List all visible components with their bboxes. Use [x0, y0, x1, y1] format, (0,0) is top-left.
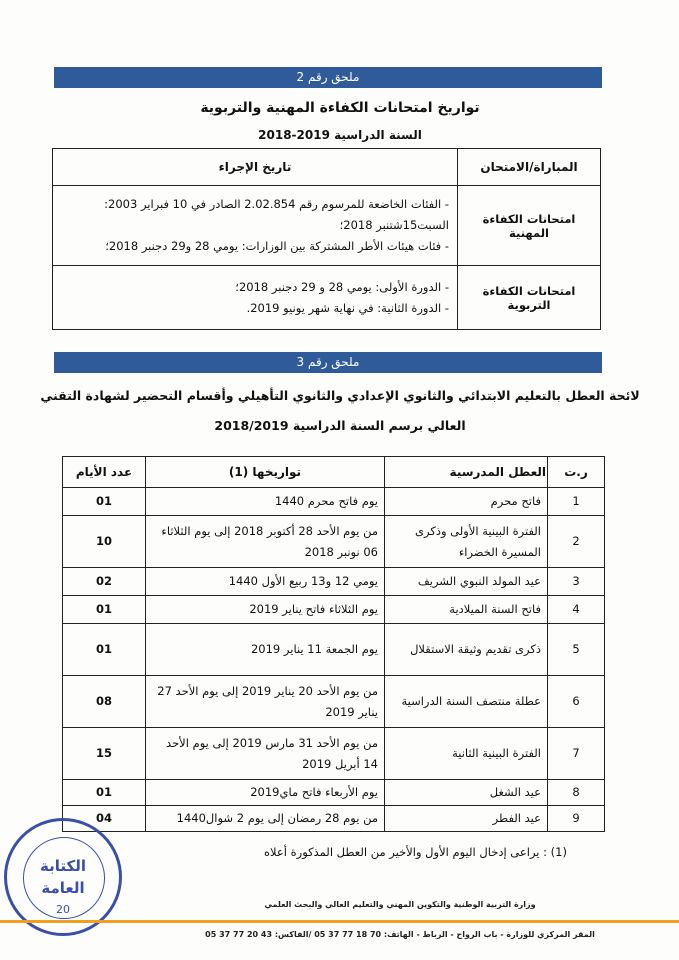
row-num: 5	[548, 624, 605, 676]
date-line: - الدورة الأولى: يومي 28 و 29 دجنبر 2018؛	[235, 279, 449, 294]
table-row	[53, 266, 601, 330]
row-days: 01	[63, 488, 146, 516]
header-dates: تواريخها (1)	[146, 457, 385, 488]
date-line: - فئات هيئات الأطر المشتركة بين الوزارات: يومي 28 و29 دجنبر 2018؛	[105, 239, 449, 253]
annex2-table	[52, 148, 601, 330]
table-row	[63, 780, 605, 806]
footnote: (1) : يراعى إدخال اليوم الأول والأخير من العطل المذكورة أعلاه	[264, 845, 567, 859]
row-days: 10	[63, 516, 146, 568]
row-num: 2	[548, 516, 605, 568]
row-holiday: ذكرى تقديم وثيقة الاستقلال	[385, 624, 548, 676]
table-row	[53, 186, 601, 266]
annex2-title: تواريخ امتحانات الكفاءة المهنية والتربوية	[200, 100, 480, 116]
row-num: 1	[548, 488, 605, 516]
row-dates: من يوم الأحد 20 يناير 2019 إلى يوم الأحد 27 يناير 2019	[146, 676, 385, 728]
row-num: 6	[548, 676, 605, 728]
date-line: - الدورة الثانية: في نهاية شهر يونيو 2019.	[246, 300, 449, 315]
row-dates: يوم فاتح محرم 1440	[146, 488, 385, 516]
row-num: 3	[548, 568, 605, 596]
table-row	[63, 568, 605, 596]
row-dates: يومي 12 و13 ربيع الأول 1440	[146, 568, 385, 596]
row-days: 15	[63, 728, 146, 780]
row-holiday: عيد الشغل	[385, 780, 548, 806]
exam-name: امتحانات الكفاءة المهنية	[458, 186, 601, 266]
row-num: 8	[548, 780, 605, 806]
stamp-text: العامة	[41, 879, 85, 897]
date-line: السبت15شتنبر 2018؛	[339, 218, 449, 232]
row-holiday: الفترة البينية الأولى وذكرى المسيرة الخضراء	[385, 516, 548, 568]
annex3-title-line1: لائحة العطل بالتعليم الابتدائي والثانوي الإعدادي والثانوي التأهيلي وأقسام التحضير لشهادة التقني	[40, 388, 640, 403]
exam-dates	[53, 186, 458, 266]
row-dates: يوم الثلاثاء فاتح يناير 2019	[146, 596, 385, 624]
row-days: 04	[63, 806, 146, 832]
footer-ministry: وزارة التربية الوطنية والتكوين المهني والتعليم العالي والبحث العلمي	[264, 900, 536, 909]
row-days: 01	[63, 780, 146, 806]
table-row	[63, 676, 605, 728]
annex3-banner: ملحق رقم 3	[54, 352, 602, 373]
exam-dates	[53, 266, 458, 330]
row-holiday: فاتح السنة الميلادية	[385, 596, 548, 624]
holidays-table	[62, 456, 605, 832]
row-holiday: الفترة البينية الثانية	[385, 728, 548, 780]
table-row	[63, 728, 605, 780]
header-date: تاريخ الإجراء	[53, 149, 458, 186]
row-dates: من يوم الأحد 31 مارس 2019 إلى يوم الأحد 14 أبريل 2019	[146, 728, 385, 780]
row-dates: يوم الأربعاء فاتح ماي2019	[146, 780, 385, 806]
date-line: - الفئات الخاضعة للمرسوم رقم 2.02.854 الصادر في 10 فبراير 2003:	[104, 197, 449, 211]
annex2-banner: ملحق رقم 2	[54, 67, 602, 88]
row-holiday: فاتح محرم	[385, 488, 548, 516]
annex3-title-line2: العالي برسم السنة الدراسية 2018/2019	[214, 418, 466, 433]
table-row	[63, 516, 605, 568]
row-num: 7	[548, 728, 605, 780]
footer-address: المقر المركزي للوزارة - باب الرواح - الرباط - الهاتف: 70 18 77 37 05 /الفاكس: 43 20 77 37 05	[205, 930, 595, 939]
row-days: 02	[63, 568, 146, 596]
row-days: 08	[63, 676, 146, 728]
stamp-text: الكتابة	[40, 857, 86, 875]
row-days: 01	[63, 624, 146, 676]
header-days: عدد الأيام	[63, 457, 146, 488]
footer-divider	[0, 920, 679, 923]
row-holiday: عطلة منتصف السنة الدراسية	[385, 676, 548, 728]
official-stamp	[4, 818, 122, 936]
annex2-subtitle: السنة الدراسية 2019-2018	[258, 128, 422, 142]
row-holiday: عيد المولد النبوي الشريف	[385, 568, 548, 596]
table-row	[63, 624, 605, 676]
row-days: 01	[63, 596, 146, 624]
row-dates: يوم الجمعة 11 يناير 2019	[146, 624, 385, 676]
table-row	[63, 596, 605, 624]
row-dates: من يوم الأحد 28 أكتوبر 2018 إلى يوم الثلاثاء 06 نونبر 2018	[146, 516, 385, 568]
table-row	[63, 806, 605, 832]
header-holiday: العطل المدرسية	[385, 457, 548, 488]
header-exam: المباراة/الامتحان	[458, 149, 601, 186]
row-num: 9	[548, 806, 605, 832]
row-holiday: عيد الفطر	[385, 806, 548, 832]
table-row	[63, 488, 605, 516]
table-header-row	[53, 149, 601, 186]
row-num: 4	[548, 596, 605, 624]
exam-name: امتحانات الكفاءة التربوية	[458, 266, 601, 330]
header-num: ر.ت	[548, 457, 605, 488]
stamp-number: 20	[56, 903, 70, 916]
row-dates: من يوم 28 رمضان إلى يوم 2 شوال1440	[146, 806, 385, 832]
table-header-row	[63, 457, 605, 488]
